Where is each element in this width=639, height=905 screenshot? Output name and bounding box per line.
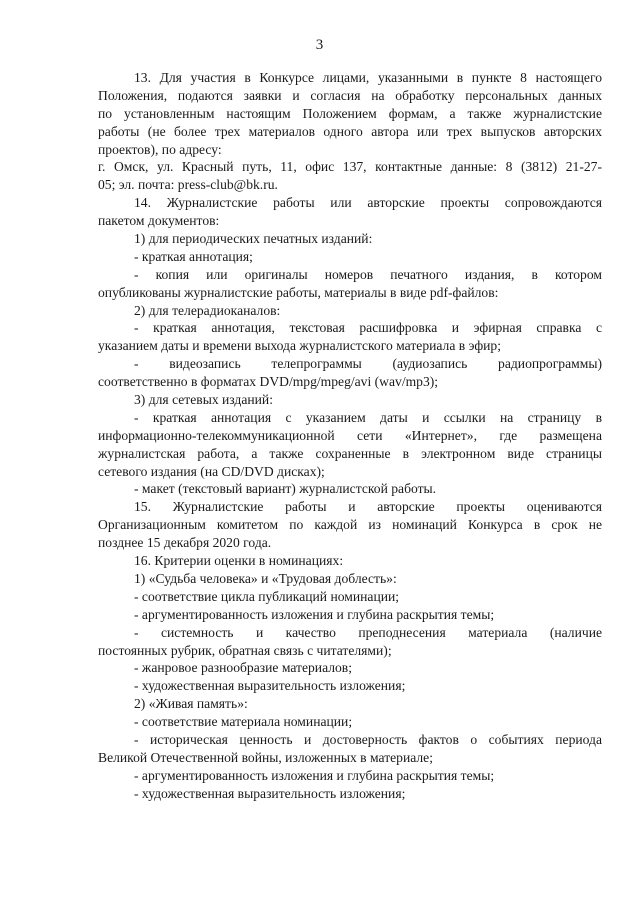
text-line: - соответствие материала номинации; — [134, 714, 353, 730]
text-line: - художественная выразительность изложения; — [134, 785, 406, 801]
text-line: 16. Критерии оценки в номинациях: — [134, 553, 344, 569]
text-line: соответственно в форматах DVD/mpg/mpeg/avi (wav/mp3); — [98, 374, 439, 390]
text-line: - краткая аннотация; — [134, 248, 253, 264]
document-body — [98, 69, 602, 803]
text-line: по установленным настоящим Положением формам, а также журналистские — [98, 105, 602, 121]
text-line: 13. Для участия в Конкурсе лицами, указанными в пункте 8 настоящего — [134, 70, 602, 85]
text-line: 2) «Живая память»: — [134, 696, 248, 712]
text-line: сетевого издания (на CD/DVD дисках); — [98, 463, 325, 479]
text-line: - краткая аннотация с указанием даты и ссылки на страницу в — [134, 409, 602, 425]
text-line: - художественная выразительность изложения; — [134, 678, 406, 694]
text-line: пакетом документов: — [98, 213, 220, 229]
text-line: - краткая аннотация, текстовая расшифровка и эфирная справка с — [134, 320, 602, 336]
text-line: 14. Журналистские работы или авторские проекты сопровождаются — [134, 195, 602, 211]
text-line: 3) для сетевых изданий: — [134, 392, 273, 408]
text-line: 1) «Судьба человека» и «Трудовая доблесть»: — [134, 570, 397, 586]
text-line: 15. Журналистские работы и авторские проекты оцениваются — [134, 499, 602, 515]
text-line: проектов), по адресу: — [98, 141, 222, 157]
text-line: - видеозапись телепрограммы (аудиозапись радиопрограммы) — [134, 356, 602, 372]
text-line: информационно-телекоммуникационной сети «Интернет», где размещена — [98, 427, 602, 443]
text-line: позднее 15 декабря 2020 года. — [98, 535, 272, 551]
text-line: 1) для периодических печатных изданий: — [134, 231, 373, 247]
page-number: 3 — [315, 37, 324, 53]
text-line: - аргументированность изложения и глубина раскрытия темы; — [134, 767, 495, 783]
text-line: журналистская работа, а также сохраненные в электронном виде страницы — [98, 445, 602, 461]
text-line: Великой Отечественной войны, изложенных в материале; — [98, 749, 433, 765]
text-line: - аргументированность изложения и глубина раскрытия темы; — [134, 606, 495, 622]
text-line: опубликованы журналистские работы, материалы в виде pdf-файлов: — [98, 284, 499, 300]
text-line: - историческая ценность и достоверность фактов о событиях периода — [134, 731, 602, 747]
text-line: 2) для телерадиоканалов: — [134, 302, 281, 318]
text-line: - системность и качество преподнесения материала (наличие — [134, 624, 602, 640]
text-line: указанием даты и времени выхода журналистского материала в эфир; — [98, 338, 501, 354]
text-line: - макет (текстовый вариант) журналистской работы. — [134, 481, 437, 497]
text-line: работы (не более трех материалов одного автора или трех выпусков авторских — [98, 123, 602, 139]
text-line: Организационным комитетом по каждой из номинаций Конкурса в срок не — [98, 517, 602, 533]
text-line: - жанровое разнообразие материалов; — [134, 660, 352, 676]
text-line: 05; эл. почта: press-club@bk.ru. — [98, 177, 278, 193]
text-line: - соответствие цикла публикаций номинации; — [134, 588, 400, 604]
text-line: - копия или оригиналы номеров печатного издания, в котором — [134, 266, 602, 282]
text-line: г. Омск, ул. Красный путь, 11, офис 137, контактные данные: 8 (3812) 21-27- — [98, 159, 602, 175]
text-line: постоянных рубрик, обратная связь с читателями); — [98, 642, 392, 658]
text-line: Положения, подаются заявки и согласия на обработку персональных данных — [98, 87, 602, 103]
